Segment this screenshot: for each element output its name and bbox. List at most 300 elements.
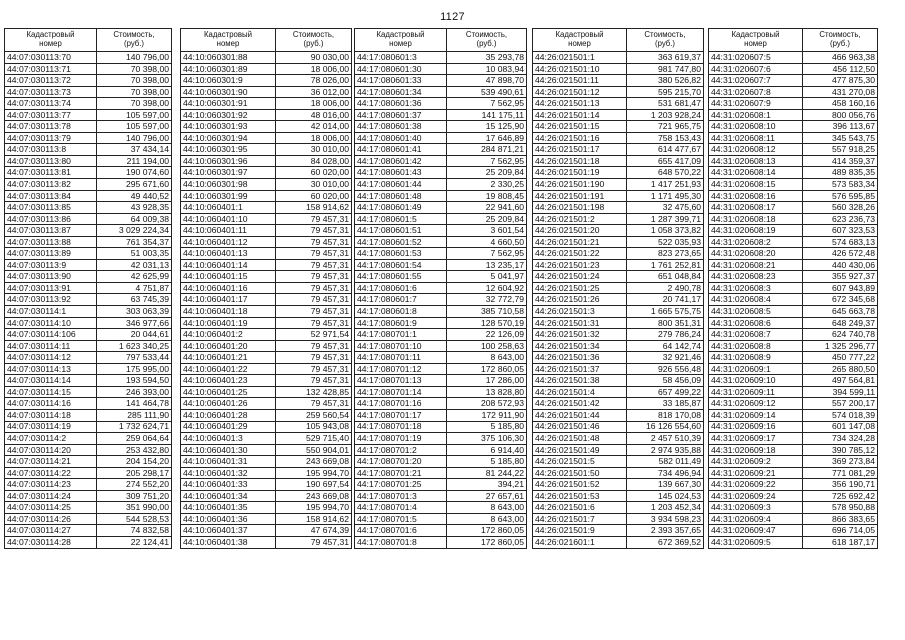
table-row bbox=[355, 225, 527, 237]
cadastral-number-cell: 44:07:030114:27 bbox=[5, 525, 97, 537]
cost-cell: 49 440,52 bbox=[97, 190, 172, 202]
cost-cell: 414 359,37 bbox=[803, 155, 878, 167]
cadastral-number-cell: 44:26:021501:46 bbox=[533, 421, 627, 433]
cost-cell: 7 562,95 bbox=[447, 248, 527, 260]
table-row bbox=[709, 259, 878, 271]
table-row bbox=[355, 282, 527, 294]
cost-cell: 380 526,82 bbox=[627, 75, 704, 87]
cadastral-number-cell: 44:26:021601:1 bbox=[533, 536, 627, 548]
cost-cell: 158 914,62 bbox=[276, 513, 352, 525]
cadastral-number-cell: 44:31:020609:24 bbox=[709, 490, 803, 502]
table-row bbox=[533, 75, 704, 87]
cadastral-number-cell: 44:31:020608:2 bbox=[709, 236, 803, 248]
table-row bbox=[181, 456, 352, 468]
cost-cell: 648 249,37 bbox=[803, 317, 878, 329]
cost-cell: 531 681,47 bbox=[627, 98, 704, 110]
cost-cell: 25 209,84 bbox=[447, 167, 527, 179]
cost-cell: 1 417 251,93 bbox=[627, 179, 704, 191]
cost-cell: 64 142,74 bbox=[627, 340, 704, 352]
cadastral-number-cell: 44:10:060401:19 bbox=[181, 317, 276, 329]
cost-cell: 394 599,11 bbox=[803, 386, 878, 398]
table-row bbox=[355, 375, 527, 387]
table-row bbox=[5, 502, 172, 514]
table-row bbox=[5, 352, 172, 364]
table-row bbox=[355, 525, 527, 537]
cadastral-number-cell: 44:17:080701:18 bbox=[355, 421, 447, 433]
table-row bbox=[5, 213, 172, 225]
table-row bbox=[181, 340, 352, 352]
table-row bbox=[533, 86, 704, 98]
cost-table-5 bbox=[708, 28, 878, 549]
table-row bbox=[5, 363, 172, 375]
cadastral-number-cell: 44:31:020609:11 bbox=[709, 386, 803, 398]
cost-cell: 243 669,08 bbox=[276, 490, 352, 502]
cost-cell: 1 325 296,77 bbox=[803, 340, 878, 352]
cadastral-number-cell: 44:17:080601:34 bbox=[355, 86, 447, 98]
cadastral-number-cell: 44:26:021501:15 bbox=[533, 121, 627, 133]
table-row bbox=[709, 386, 878, 398]
cadastral-number-cell: 44:07:030113:72 bbox=[5, 75, 97, 87]
cadastral-number-cell: 44:26:021501:25 bbox=[533, 282, 627, 294]
table-row bbox=[181, 352, 352, 364]
cost-cell: 456 112,50 bbox=[803, 63, 878, 75]
table-row bbox=[355, 363, 527, 375]
cost-cell: 356 190,71 bbox=[803, 479, 878, 491]
table-row bbox=[355, 329, 527, 341]
cadastral-number-cell: 44:17:080701:20 bbox=[355, 456, 447, 468]
table-row bbox=[355, 502, 527, 514]
table-row bbox=[5, 236, 172, 248]
table-row bbox=[5, 398, 172, 410]
cost-cell: 574 018,39 bbox=[803, 409, 878, 421]
cost-cell: 79 457,31 bbox=[276, 236, 352, 248]
cost-cell: 20 741,17 bbox=[627, 294, 704, 306]
cost-cell: 645 663,78 bbox=[803, 306, 878, 318]
cadastral-number-cell: 44:31:020608:13 bbox=[709, 155, 803, 167]
table-row bbox=[5, 444, 172, 456]
cost-cell: 17 286,00 bbox=[447, 375, 527, 387]
table-row bbox=[5, 98, 172, 110]
cadastral-number-cell: 44:31:020608:14 bbox=[709, 167, 803, 179]
cadastral-number-cell: 44:07:030113:87 bbox=[5, 225, 97, 237]
cost-cell: 309 751,20 bbox=[97, 490, 172, 502]
cost-cell: 253 432,80 bbox=[97, 444, 172, 456]
cadastral-number-cell: 44:07:030114:10 bbox=[5, 317, 97, 329]
cost-cell: 529 715,40 bbox=[276, 433, 352, 445]
table-row bbox=[355, 52, 527, 64]
cadastral-number-cell: 44:17:080601:5 bbox=[355, 213, 447, 225]
cost-cell: 79 457,31 bbox=[276, 363, 352, 375]
cadastral-number-cell: 44:26:021501:19 bbox=[533, 167, 627, 179]
header-cadastral-number: Кадастровый номер bbox=[533, 29, 627, 52]
cost-cell: 4 751,87 bbox=[97, 282, 172, 294]
cost-cell: 607 323,53 bbox=[803, 225, 878, 237]
cost-cell: 396 113,67 bbox=[803, 121, 878, 133]
cost-cell: 195 994,70 bbox=[276, 502, 352, 514]
table-row bbox=[181, 144, 352, 156]
cadastral-number-cell: 44:31:020607:7 bbox=[709, 75, 803, 87]
table-row bbox=[709, 525, 878, 537]
registry-columns bbox=[0, 28, 905, 636]
table-row bbox=[181, 490, 352, 502]
cost-cell: 204 154,20 bbox=[97, 456, 172, 468]
cost-cell: 22 126,09 bbox=[447, 329, 527, 341]
table-row bbox=[533, 363, 704, 375]
cadastral-number-cell: 44:31:020608:9 bbox=[709, 352, 803, 364]
cadastral-number-cell: 44:26:021501:44 bbox=[533, 409, 627, 421]
cost-cell: 655 417,09 bbox=[627, 155, 704, 167]
table-row bbox=[533, 259, 704, 271]
cadastral-number-cell: 44:17:080701:5 bbox=[355, 513, 447, 525]
table-row bbox=[181, 52, 352, 64]
cost-cell: 79 457,31 bbox=[276, 248, 352, 260]
cost-cell: 1 203 928,24 bbox=[627, 109, 704, 121]
cadastral-number-cell: 44:17:080701:6 bbox=[355, 525, 447, 537]
cadastral-number-cell: 44:31:020609:17 bbox=[709, 433, 803, 445]
cadastral-number-cell: 44:31:020609:2 bbox=[709, 456, 803, 468]
table-row bbox=[533, 121, 704, 133]
header-cost: Стоимость, (руб.) bbox=[447, 29, 527, 52]
cost-cell: 17 646,89 bbox=[447, 132, 527, 144]
table-row bbox=[355, 317, 527, 329]
table-row bbox=[181, 98, 352, 110]
table-row bbox=[533, 444, 704, 456]
cadastral-number-cell: 44:26:021501:4 bbox=[533, 386, 627, 398]
cadastral-number-cell: 44:10:060401:21 bbox=[181, 352, 276, 364]
cadastral-number-cell: 44:10:060401:33 bbox=[181, 479, 276, 491]
cadastral-number-cell: 44:26:021501:34 bbox=[533, 340, 627, 352]
table-row bbox=[355, 513, 527, 525]
cadastral-number-cell: 44:26:021501:50 bbox=[533, 467, 627, 479]
cadastral-number-cell: 44:10:060401:3 bbox=[181, 433, 276, 445]
cadastral-number-cell: 44:07:030113:81 bbox=[5, 167, 97, 179]
cost-cell: 64 009,38 bbox=[97, 213, 172, 225]
table-row bbox=[709, 444, 878, 456]
cadastral-number-cell: 44:07:030114:15 bbox=[5, 386, 97, 398]
cost-cell: 33 185,87 bbox=[627, 398, 704, 410]
table-row bbox=[181, 398, 352, 410]
table-row bbox=[709, 225, 878, 237]
page-number: 1127 bbox=[440, 11, 465, 23]
cost-cell: 32 475,60 bbox=[627, 202, 704, 214]
cadastral-number-cell: 44:26:021501:191 bbox=[533, 190, 627, 202]
cadastral-number-cell: 44:31:020609:16 bbox=[709, 421, 803, 433]
cost-cell: 477 875,30 bbox=[803, 75, 878, 87]
table-row bbox=[709, 271, 878, 283]
cost-cell: 79 457,31 bbox=[276, 282, 352, 294]
table-row bbox=[533, 317, 704, 329]
table-row bbox=[5, 479, 172, 491]
cadastral-number-cell: 44:10:060401:30 bbox=[181, 444, 276, 456]
cadastral-number-cell: 44:17:080601:33 bbox=[355, 75, 447, 87]
table-row bbox=[5, 490, 172, 502]
table-row bbox=[709, 398, 878, 410]
cadastral-number-cell: 44:10:060301:95 bbox=[181, 144, 276, 156]
cost-cell: 7 562,95 bbox=[447, 98, 527, 110]
table-row bbox=[533, 398, 704, 410]
cost-cell: 52 971,54 bbox=[276, 329, 352, 341]
cost-cell: 3 029 224,34 bbox=[97, 225, 172, 237]
table-row bbox=[355, 75, 527, 87]
cost-cell: 35 293,78 bbox=[447, 52, 527, 64]
cost-cell: 265 880,50 bbox=[803, 363, 878, 375]
cost-cell: 1 203 452,34 bbox=[627, 502, 704, 514]
table-row bbox=[355, 144, 527, 156]
cadastral-number-cell: 44:17:080701:16 bbox=[355, 398, 447, 410]
table-row bbox=[709, 421, 878, 433]
cadastral-number-cell: 44:26:021501:18 bbox=[533, 155, 627, 167]
table-row bbox=[5, 271, 172, 283]
cadastral-number-cell: 44:07:030113:85 bbox=[5, 202, 97, 214]
cost-cell: 158 914,62 bbox=[276, 202, 352, 214]
cost-cell: 1 287 399,71 bbox=[627, 213, 704, 225]
cost-cell: 70 398,00 bbox=[97, 86, 172, 98]
cost-cell: 145 024,53 bbox=[627, 490, 704, 502]
cadastral-number-cell: 44:26:021501:7 bbox=[533, 513, 627, 525]
table-row bbox=[709, 306, 878, 318]
cadastral-number-cell: 44:10:060401:26 bbox=[181, 398, 276, 410]
table-row bbox=[533, 375, 704, 387]
cost-cell: 190 697,54 bbox=[276, 479, 352, 491]
cost-cell: 285 111,90 bbox=[97, 409, 172, 421]
cost-cell: 78 026,00 bbox=[276, 75, 352, 87]
cost-cell: 32 921,46 bbox=[627, 352, 704, 364]
cost-cell: 18 006,00 bbox=[276, 98, 352, 110]
cost-cell: 211 194,00 bbox=[97, 155, 172, 167]
cadastral-number-cell: 44:26:021501:9 bbox=[533, 525, 627, 537]
cadastral-number-cell: 44:17:080601:54 bbox=[355, 259, 447, 271]
registry-column-1 bbox=[4, 28, 172, 549]
cadastral-number-cell: 44:10:060401:15 bbox=[181, 271, 276, 283]
cost-cell: 79 457,31 bbox=[276, 271, 352, 283]
cadastral-number-cell: 44:07:030113:82 bbox=[5, 179, 97, 191]
cadastral-number-cell: 44:07:030113:91 bbox=[5, 282, 97, 294]
table-row bbox=[181, 75, 352, 87]
cost-cell: 2 330,25 bbox=[447, 179, 527, 191]
cadastral-number-cell: 44:07:030113:74 bbox=[5, 98, 97, 110]
cost-cell: 60 020,00 bbox=[276, 190, 352, 202]
cadastral-number-cell: 44:07:030114:21 bbox=[5, 456, 97, 468]
table-row bbox=[355, 213, 527, 225]
cadastral-number-cell: 44:31:020608:6 bbox=[709, 317, 803, 329]
cadastral-number-cell: 44:26:021501:32 bbox=[533, 329, 627, 341]
table-row bbox=[533, 132, 704, 144]
table-row bbox=[355, 490, 527, 502]
table-header-row bbox=[709, 29, 878, 52]
cost-cell: 19 808,45 bbox=[447, 190, 527, 202]
table-row bbox=[709, 248, 878, 260]
table-row bbox=[5, 421, 172, 433]
cadastral-number-cell: 44:07:030114:13 bbox=[5, 363, 97, 375]
cadastral-number-cell: 44:26:021501:38 bbox=[533, 375, 627, 387]
cadastral-number-cell: 44:07:030114:20 bbox=[5, 444, 97, 456]
header-cadastral-number: Кадастровый номер bbox=[181, 29, 276, 52]
cost-cell: 25 209,84 bbox=[447, 213, 527, 225]
cost-cell: 574 683,13 bbox=[803, 236, 878, 248]
cost-cell: 74 832,58 bbox=[97, 525, 172, 537]
table-row bbox=[181, 63, 352, 75]
cadastral-number-cell: 44:10:060401:32 bbox=[181, 467, 276, 479]
cost-cell: 79 457,31 bbox=[276, 213, 352, 225]
table-row bbox=[5, 121, 172, 133]
cadastral-number-cell: 44:31:020609:5 bbox=[709, 536, 803, 548]
cost-cell: 47 898,70 bbox=[447, 75, 527, 87]
cost-cell: 81 244,22 bbox=[447, 467, 527, 479]
cost-cell: 734 324,28 bbox=[803, 433, 878, 445]
cadastral-number-cell: 44:17:080601:41 bbox=[355, 144, 447, 156]
cadastral-number-cell: 44:10:060401:10 bbox=[181, 213, 276, 225]
table-row bbox=[355, 398, 527, 410]
cadastral-number-cell: 44:26:021501:17 bbox=[533, 144, 627, 156]
table-row bbox=[533, 479, 704, 491]
table-row bbox=[533, 179, 704, 191]
table-row bbox=[533, 306, 704, 318]
cadastral-number-cell: 44:31:020609:12 bbox=[709, 398, 803, 410]
cadastral-number-cell: 44:17:080701:8 bbox=[355, 536, 447, 548]
table-row bbox=[181, 86, 352, 98]
cadastral-number-cell: 44:10:060401:29 bbox=[181, 421, 276, 433]
table-row bbox=[181, 433, 352, 445]
table-row bbox=[709, 513, 878, 525]
cost-cell: 426 572,48 bbox=[803, 248, 878, 260]
table-row bbox=[5, 86, 172, 98]
cadastral-number-cell: 44:07:030114:1 bbox=[5, 306, 97, 318]
cadastral-number-cell: 44:31:020609:47 bbox=[709, 525, 803, 537]
cost-cell: 5 185,80 bbox=[447, 421, 527, 433]
cost-cell: 624 740,78 bbox=[803, 329, 878, 341]
cost-cell: 725 692,42 bbox=[803, 490, 878, 502]
cadastral-number-cell: 44:10:060301:98 bbox=[181, 179, 276, 191]
cadastral-number-cell: 44:10:060401:37 bbox=[181, 525, 276, 537]
cadastral-number-cell: 44:26:021501:20 bbox=[533, 225, 627, 237]
cadastral-number-cell: 44:26:021501:26 bbox=[533, 294, 627, 306]
cadastral-number-cell: 44:10:060401:16 bbox=[181, 282, 276, 294]
cadastral-number-cell: 44:10:060401:38 bbox=[181, 536, 276, 548]
table-row bbox=[533, 167, 704, 179]
cost-cell: 576 595,85 bbox=[803, 190, 878, 202]
cost-cell: 578 950,88 bbox=[803, 502, 878, 514]
cadastral-number-cell: 44:10:060401:34 bbox=[181, 490, 276, 502]
cadastral-number-cell: 44:07:030114:12 bbox=[5, 352, 97, 364]
table-row bbox=[5, 536, 172, 548]
table-row bbox=[5, 109, 172, 121]
cadastral-number-cell: 44:31:020608:10 bbox=[709, 121, 803, 133]
table-row bbox=[181, 375, 352, 387]
cost-cell: 866 383,65 bbox=[803, 513, 878, 525]
cadastral-number-cell: 44:26:021501:48 bbox=[533, 433, 627, 445]
cadastral-number-cell: 44:10:060401:35 bbox=[181, 502, 276, 514]
cost-cell: 195 994,70 bbox=[276, 467, 352, 479]
cadastral-number-cell: 44:10:060401:2 bbox=[181, 329, 276, 341]
table-row bbox=[355, 386, 527, 398]
cadastral-number-cell: 44:07:030113:92 bbox=[5, 294, 97, 306]
cost-cell: 139 667,30 bbox=[627, 479, 704, 491]
table-row bbox=[181, 386, 352, 398]
cost-cell: 295 671,60 bbox=[97, 179, 172, 191]
cadastral-number-cell: 44:10:060301:93 bbox=[181, 121, 276, 133]
cost-cell: 132 428,85 bbox=[276, 386, 352, 398]
table-row bbox=[533, 536, 704, 548]
table-row bbox=[181, 421, 352, 433]
cost-cell: 2 974 935,88 bbox=[627, 444, 704, 456]
cadastral-number-cell: 44:26:021501:16 bbox=[533, 132, 627, 144]
cadastral-number-cell: 44:17:080701:4 bbox=[355, 502, 447, 514]
cadastral-number-cell: 44:26:021501:24 bbox=[533, 271, 627, 283]
table-header-row bbox=[533, 29, 704, 52]
cost-cell: 651 048,84 bbox=[627, 271, 704, 283]
header-cadastral-number: Кадастровый номер bbox=[709, 29, 803, 52]
cadastral-number-cell: 44:26:021501:37 bbox=[533, 363, 627, 375]
cost-cell: 458 160,16 bbox=[803, 98, 878, 110]
cost-cell: 595 215,70 bbox=[627, 86, 704, 98]
table-row bbox=[355, 190, 527, 202]
table-row bbox=[181, 259, 352, 271]
cost-cell: 79 457,31 bbox=[276, 398, 352, 410]
table-row bbox=[709, 317, 878, 329]
table-row bbox=[181, 248, 352, 260]
cost-cell: 761 354,37 bbox=[97, 236, 172, 248]
table-row bbox=[181, 536, 352, 548]
cost-cell: 140 796,00 bbox=[97, 52, 172, 64]
cadastral-number-cell: 44:31:020607:6 bbox=[709, 63, 803, 75]
cadastral-number-cell: 44:31:020608:11 bbox=[709, 132, 803, 144]
table-row bbox=[181, 109, 352, 121]
cost-cell: 79 457,31 bbox=[276, 340, 352, 352]
table-row bbox=[181, 271, 352, 283]
cadastral-number-cell: 44:07:030113:71 bbox=[5, 63, 97, 75]
header-cost: Стоимость, (руб.) bbox=[97, 29, 172, 52]
table-row bbox=[709, 75, 878, 87]
table-row bbox=[709, 132, 878, 144]
cadastral-number-cell: 44:17:080601:48 bbox=[355, 190, 447, 202]
table-row bbox=[181, 317, 352, 329]
cadastral-number-cell: 44:17:080601:40 bbox=[355, 132, 447, 144]
cost-cell: 390 785,12 bbox=[803, 444, 878, 456]
cadastral-number-cell: 44:10:060401:22 bbox=[181, 363, 276, 375]
table-row bbox=[355, 294, 527, 306]
table-row bbox=[355, 63, 527, 75]
table-row bbox=[533, 213, 704, 225]
cadastral-number-cell: 44:17:080601:30 bbox=[355, 63, 447, 75]
cadastral-number-cell: 44:26:021501:13 bbox=[533, 98, 627, 110]
cost-cell: 1 665 575,75 bbox=[627, 306, 704, 318]
table-row bbox=[181, 179, 352, 191]
cost-cell: 36 012,00 bbox=[276, 86, 352, 98]
cadastral-number-cell: 44:10:060401:36 bbox=[181, 513, 276, 525]
table-row bbox=[709, 409, 878, 421]
cost-cell: 259 560,54 bbox=[276, 409, 352, 421]
table-row bbox=[533, 456, 704, 468]
table-row bbox=[355, 409, 527, 421]
cost-cell: 3 934 598,23 bbox=[627, 513, 704, 525]
cost-cell: 79 457,31 bbox=[276, 317, 352, 329]
cost-cell: 63 745,39 bbox=[97, 294, 172, 306]
cost-cell: 58 456,09 bbox=[627, 375, 704, 387]
cost-cell: 246 393,00 bbox=[97, 386, 172, 398]
cost-cell: 79 457,31 bbox=[276, 259, 352, 271]
table-row bbox=[5, 155, 172, 167]
cost-cell: 557 200,17 bbox=[803, 398, 878, 410]
cadastral-number-cell: 44:31:020608:21 bbox=[709, 259, 803, 271]
cadastral-number-cell: 44:07:030113:89 bbox=[5, 248, 97, 260]
table-row bbox=[5, 409, 172, 421]
table-row bbox=[5, 329, 172, 341]
cadastral-number-cell: 44:31:020609:3 bbox=[709, 502, 803, 514]
cadastral-number-cell: 44:07:030114:14 bbox=[5, 375, 97, 387]
cadastral-number-cell: 44:17:080701:10 bbox=[355, 340, 447, 352]
table-row bbox=[355, 259, 527, 271]
table-row bbox=[709, 352, 878, 364]
